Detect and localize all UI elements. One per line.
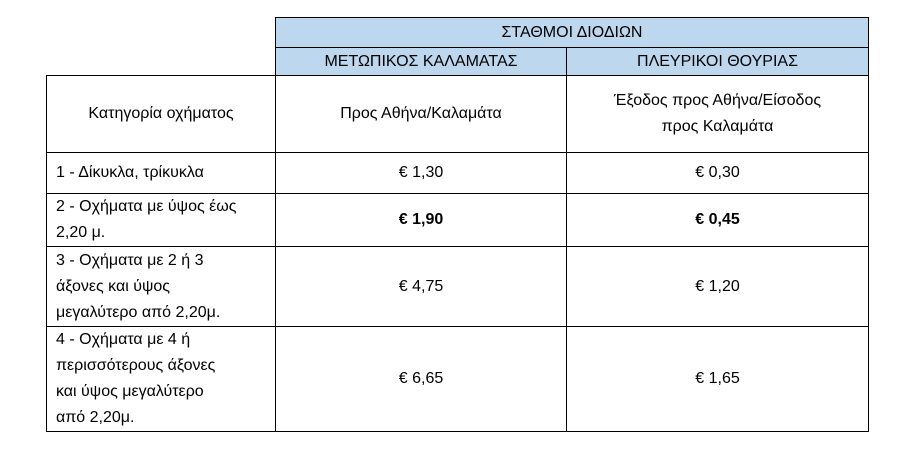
category-line: από 2,20μ. bbox=[56, 409, 135, 426]
category-cell bbox=[47, 327, 276, 432]
thourias-direction-label-line2: προς Καλαμάτα bbox=[661, 118, 774, 135]
category-line: περισσότερους άξονες bbox=[56, 357, 216, 374]
thourias-direction-label-line1: Έξοδος προς Αθήνα/Είσοδος bbox=[613, 92, 822, 109]
station-header-thourias: ΠΛΕΥΡΙΚΟΙ ΘΟΥΡΙΑΣ bbox=[567, 48, 869, 76]
thourias-price: € 1,65 bbox=[567, 327, 869, 432]
category-cell bbox=[47, 194, 276, 247]
corner-blank-cell bbox=[47, 18, 276, 76]
thourias-price: € 0,45 bbox=[567, 194, 869, 247]
kalamata-price: € 6,65 bbox=[276, 327, 567, 432]
thourias-price: € 0,30 bbox=[567, 153, 869, 194]
category-cell bbox=[47, 153, 276, 194]
category-line: μεγαλύτερο από 2,20μ. bbox=[56, 303, 221, 321]
category-line: 3 - Οχήματα με 2 ή 3 bbox=[56, 251, 204, 269]
thourias-price: € 1,20 bbox=[567, 247, 869, 327]
category-line: και ύψος μεγαλύτερο bbox=[56, 383, 204, 400]
vehicle-category-header-label: Κατηγορία οχήματος bbox=[88, 105, 234, 122]
category-line: 1 - Δίκυκλα, τρίκυκλα bbox=[56, 164, 204, 181]
station-header-kalamata: ΜΕΤΩΠΙΚΟΣ ΚΑΛΑΜΑΤΑΣ bbox=[276, 48, 567, 76]
category-line: 4 - Οχήματα με 4 ή bbox=[56, 331, 191, 348]
category-line: 2,20 μ. bbox=[56, 224, 106, 241]
kalamata-price: € 1,30 bbox=[276, 153, 567, 194]
category-cell bbox=[47, 247, 276, 327]
table-row bbox=[47, 194, 869, 247]
toll-table bbox=[46, 17, 869, 432]
category-line: 2 - Οχήματα με ύψος έως bbox=[56, 198, 237, 215]
category-line: άξονες και ύψος bbox=[56, 277, 170, 295]
table-row bbox=[47, 327, 869, 432]
thourias-direction-header bbox=[567, 76, 869, 153]
kalamata-direction-label: Προς Αθήνα/Καλαμάτα bbox=[340, 105, 502, 122]
kalamata-direction-header bbox=[276, 76, 567, 153]
toll-stations-header: ΣΤΑΘΜΟΙ ΔΙΟΔΙΩΝ bbox=[276, 18, 869, 48]
table-row bbox=[47, 247, 869, 327]
table-row bbox=[47, 153, 869, 194]
kalamata-price: € 4,75 bbox=[276, 247, 567, 327]
vehicle-category-header bbox=[47, 76, 276, 153]
kalamata-price: € 1,90 bbox=[276, 194, 567, 247]
